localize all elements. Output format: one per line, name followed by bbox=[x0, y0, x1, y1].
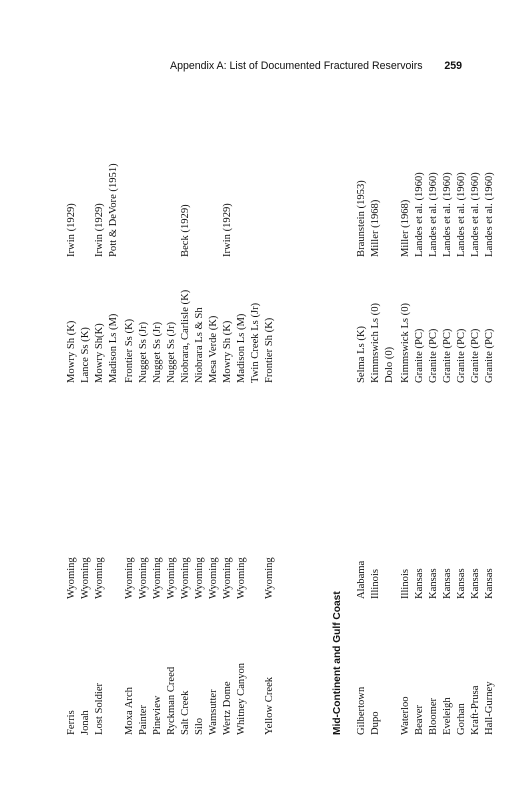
field-name-cell: Wamsutter bbox=[208, 689, 219, 735]
formation-cell: Kimmswich Ls (0) bbox=[370, 302, 381, 383]
formation-cell: Mowry Sh(K) bbox=[94, 323, 105, 383]
state-cell: Alabama bbox=[356, 560, 367, 599]
field-name-cell: Kraft-Prusa bbox=[470, 685, 481, 735]
formation-cell: Mowry Sh (K) bbox=[66, 320, 77, 383]
state-cell: Wyoming bbox=[94, 557, 105, 599]
field-name-cell: Jonah bbox=[80, 710, 91, 735]
formation-cell: Kimmswick Ls (0) bbox=[400, 302, 411, 383]
reference-cell: Beck (1929) bbox=[180, 204, 191, 257]
formation-cell: Madison Ls (M) bbox=[108, 313, 119, 383]
state-cell: Wyoming bbox=[124, 557, 135, 599]
state-cell: Wyoming bbox=[152, 557, 163, 599]
reference-cell: Miller (1968) bbox=[400, 199, 411, 257]
page-number: 259 bbox=[444, 60, 462, 72]
field-name-cell: Silo bbox=[194, 717, 205, 735]
field-name-cell: Wertz Dome bbox=[222, 681, 233, 735]
formation-cell: Dolo (0) bbox=[384, 346, 395, 383]
field-name-cell: Yellow Creek bbox=[264, 676, 275, 735]
state-cell: Kansas bbox=[428, 568, 439, 599]
reference-cell: Landes et al. (1960) bbox=[428, 172, 439, 257]
field-name-cell: Gorhan bbox=[456, 703, 467, 735]
formation-cell: Selma Ls (K) bbox=[356, 325, 367, 383]
field-name-cell: Gilbertown bbox=[356, 686, 367, 735]
state-cell: Wyoming bbox=[194, 557, 205, 599]
formation-cell: Niobrara, Carlisle (K) bbox=[180, 289, 191, 383]
formation-cell: Granite (PC) bbox=[442, 328, 453, 383]
reference-cell: Landes et al. (1960) bbox=[414, 172, 425, 257]
field-name-cell: Moxa Arch bbox=[124, 687, 135, 735]
field-name-cell: Lost Soldier bbox=[94, 682, 105, 735]
page-header bbox=[170, 59, 462, 73]
state-cell: Illinois bbox=[370, 568, 381, 599]
formation-cell: Frontier Ss (K) bbox=[124, 318, 135, 383]
field-name-cell: Beaver bbox=[414, 705, 425, 735]
state-cell: Kansas bbox=[414, 568, 425, 599]
state-cell: Kansas bbox=[442, 568, 453, 599]
field-name-cell: Eveleigh bbox=[442, 697, 453, 735]
section-title: Mid-Continent and Gulf Coast bbox=[332, 591, 343, 735]
field-name-cell: Ferris bbox=[66, 710, 77, 735]
state-cell: Kansas bbox=[484, 568, 495, 599]
formation-cell: Granite (PC) bbox=[470, 328, 481, 383]
field-name-cell: Ryckman Creed bbox=[166, 666, 177, 735]
state-cell: Wyoming bbox=[66, 557, 77, 599]
formation-cell: Granite (PC) bbox=[484, 328, 495, 383]
state-cell: Wyoming bbox=[264, 557, 275, 599]
formation-cell: Granite (PC) bbox=[414, 328, 425, 383]
formation-cell: Granite (PC) bbox=[456, 328, 467, 383]
state-cell: Wyoming bbox=[166, 557, 177, 599]
formation-cell: Frontier Sh (K) bbox=[264, 317, 275, 383]
formation-cell: Twin Creek Ls (Jr) bbox=[250, 302, 261, 383]
state-cell: Wyoming bbox=[208, 557, 219, 599]
state-cell: Kansas bbox=[470, 568, 481, 599]
reference-cell: Miller (1968) bbox=[370, 199, 381, 257]
formation-cell: Lance Ss (K) bbox=[80, 327, 91, 383]
state-cell: Wyoming bbox=[80, 557, 91, 599]
reference-cell: Irwin (1929) bbox=[66, 203, 77, 257]
reference-cell: Landes et al. (1960) bbox=[484, 172, 495, 257]
field-name-cell: Painter bbox=[138, 704, 149, 735]
field-name-cell: Salt Creek bbox=[180, 690, 191, 735]
reference-cell: Landes et al. (1960) bbox=[470, 172, 481, 257]
field-name-cell: Pineview bbox=[152, 695, 163, 735]
state-cell: Wyoming bbox=[180, 557, 191, 599]
state-cell: Kansas bbox=[456, 568, 467, 599]
field-name-cell: Hall-Gurney bbox=[484, 681, 495, 735]
formation-cell: Mowry Sh (K) bbox=[222, 320, 233, 383]
reference-cell: Braunstein (1953) bbox=[356, 180, 367, 257]
formation-cell: Nugget Ss (Jr) bbox=[152, 321, 163, 383]
reference-cell: Landes et al. (1960) bbox=[456, 172, 467, 257]
formation-cell: Nugget Ss (Jr) bbox=[166, 321, 177, 383]
formation-cell: Granite (PC) bbox=[428, 328, 439, 383]
reference-cell: Irwin (1929) bbox=[94, 203, 105, 257]
formation-cell: Mesa Verde (K) bbox=[208, 315, 219, 383]
field-name-cell: Whitney Canyon bbox=[236, 662, 247, 735]
reference-cell: Pott & DeVore (1951) bbox=[108, 163, 119, 257]
state-cell: Wyoming bbox=[222, 557, 233, 599]
formation-cell: Madison Ls (M) bbox=[236, 313, 247, 383]
reference-cell: Irwin (1929) bbox=[222, 203, 233, 257]
reference-cell: Landes et al. (1960) bbox=[442, 172, 453, 257]
formation-cell: Nugget Ss (Jr) bbox=[138, 321, 149, 383]
header-title: Appendix A: List of Documented Fractured Reservoirs bbox=[170, 60, 423, 72]
reservoir-table bbox=[66, 163, 495, 735]
state-cell: Wyoming bbox=[138, 557, 149, 599]
field-name-cell: Dupo bbox=[370, 711, 381, 735]
formation-cell: Niobrara Ls & Sh bbox=[194, 307, 205, 383]
state-cell: Wyoming bbox=[236, 557, 247, 599]
field-name-cell: Waterloo bbox=[400, 696, 411, 735]
field-name-cell: Bloomer bbox=[428, 697, 439, 735]
state-cell: Illinois bbox=[400, 568, 411, 599]
